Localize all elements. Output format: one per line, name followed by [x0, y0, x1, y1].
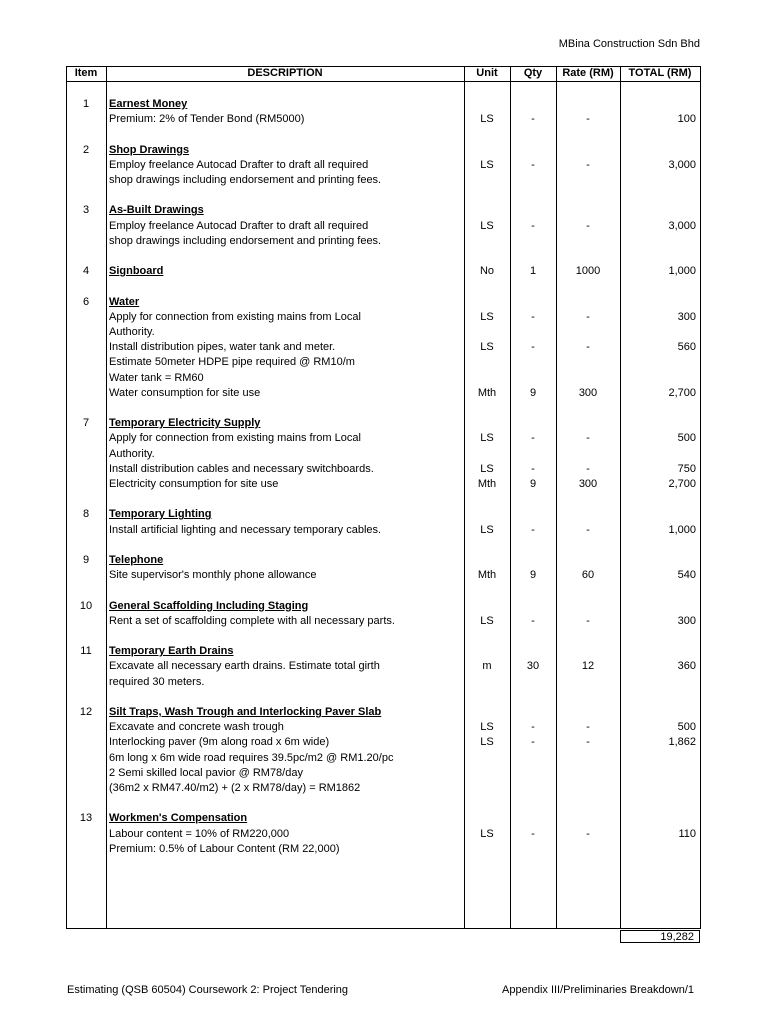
line-qty: -	[531, 341, 535, 354]
header-description: DESCRIPTION	[247, 67, 323, 79]
item-rate: 1000	[575, 265, 601, 278]
line-total: 560	[677, 341, 696, 354]
line-rate: -	[586, 219, 590, 232]
header-qty: Qty	[523, 67, 543, 79]
item-number: 13	[79, 812, 93, 825]
item-number: 6	[82, 295, 90, 308]
line-total: 100	[677, 113, 696, 126]
item-qty: 1	[529, 265, 537, 278]
line-description: Apply for connection from existing mains from Local	[109, 432, 361, 445]
item-number: 4	[82, 265, 90, 278]
line-total: 3,000	[668, 158, 696, 171]
line-description: 2 Semi skilled local pavior @ RM78/day	[109, 766, 303, 779]
line-rate: -	[586, 432, 590, 445]
item-title: Temporary Earth Drains	[109, 645, 234, 658]
line-qty: -	[531, 219, 535, 232]
line-total: 540	[677, 569, 696, 582]
line-qty: -	[531, 523, 535, 536]
line-total: 1,000	[668, 523, 696, 536]
line-rate: -	[586, 462, 590, 475]
item-title: Temporary Electricity Supply	[109, 417, 261, 430]
item-title: Shop Drawings	[109, 143, 190, 156]
line-unit: LS	[480, 736, 494, 749]
line-total: 1,862	[668, 736, 696, 749]
line-description: Water tank = RM60	[109, 371, 204, 384]
line-qty: 9	[529, 478, 537, 490]
line-rate: -	[586, 721, 590, 734]
line-rate: 12	[581, 660, 595, 673]
line-description: Install distribution cables and necessary switchboards.	[109, 462, 374, 475]
line-qty: -	[531, 462, 535, 475]
line-qty: 9	[529, 569, 537, 582]
line-unit: Mth	[477, 569, 497, 582]
item-number: 2	[82, 143, 90, 156]
line-description: Employ freelance Autocad Drafter to draft all required	[109, 158, 369, 171]
line-total: 2,700	[668, 386, 696, 399]
line-rate: 60	[581, 569, 595, 582]
item-title: Temporary Lighting	[109, 508, 212, 521]
line-qty: -	[531, 113, 535, 126]
header-unit: Unit	[476, 67, 498, 79]
line-total: 300	[677, 614, 696, 627]
header-rate: Rate (RM)	[562, 67, 614, 79]
line-description: Electricity consumption for site use	[109, 478, 279, 490]
line-description: Water consumption for site use	[109, 386, 261, 399]
line-unit: Mth	[477, 478, 497, 490]
line-qty: -	[531, 721, 535, 734]
item-title: General Scaffolding Including Staging	[109, 599, 309, 612]
line-description: Excavate and concrete wash trough	[109, 721, 284, 734]
line-unit: LS	[480, 341, 494, 354]
line-description: Premium: 0.5% of Labour Content (RM 22,000)	[109, 842, 340, 855]
item-unit: No	[479, 265, 495, 278]
line-total: 750	[677, 462, 696, 475]
line-rate: -	[586, 827, 590, 840]
line-description: Install artificial lighting and necessary temporary cables.	[109, 523, 382, 536]
line-description: Excavate all necessary earth drains. Estimate total girth	[109, 660, 380, 673]
line-rate: -	[586, 158, 590, 171]
header-total: TOTAL (RM)	[628, 67, 692, 79]
company-name: MBina Construction Sdn Bhd	[558, 38, 700, 50]
line-description: shop drawings including endorsement and printing fees.	[109, 234, 382, 247]
line-qty: 30	[526, 660, 540, 673]
line-total: 360	[677, 660, 696, 673]
line-qty: -	[531, 310, 535, 323]
item-number: 11	[80, 645, 92, 658]
line-unit: LS	[480, 462, 494, 475]
line-description: 6m long x 6m wide road requires 39.5pc/m2 @ RM1.20/pc	[109, 751, 394, 764]
line-unit: LS	[480, 827, 494, 840]
item-number: 9	[82, 554, 90, 566]
line-rate: -	[586, 614, 590, 627]
line-qty: -	[531, 614, 535, 627]
item-total: 1,000	[668, 265, 696, 278]
line-qty: -	[531, 736, 535, 749]
line-rate: -	[586, 113, 590, 126]
line-unit: LS	[480, 158, 494, 171]
line-rate: -	[586, 310, 590, 323]
line-rate: -	[586, 523, 590, 536]
item-number: 3	[82, 204, 90, 217]
line-unit: LS	[480, 432, 494, 445]
item-title: As-Built Drawings	[109, 204, 204, 217]
line-total: 500	[677, 432, 696, 445]
line-unit: LS	[480, 523, 494, 536]
line-description: shop drawings including endorsement and printing fees.	[109, 174, 382, 186]
line-description: Rent a set of scaffolding complete with all necessary parts.	[109, 614, 395, 627]
line-description: required 30 meters.	[109, 675, 205, 688]
line-rate: -	[586, 736, 590, 749]
line-unit: m	[482, 660, 492, 673]
line-total: 300	[677, 310, 696, 323]
footer-course: Estimating (QSB 60504) Coursework 2: Project Tendering	[67, 984, 349, 996]
line-total: 2,700	[668, 478, 696, 490]
line-description: Labour content = 10% of RM220,000	[109, 827, 290, 840]
line-qty: -	[531, 158, 535, 171]
line-description: Estimate 50meter HDPE pipe required @ RM10/m	[109, 356, 355, 369]
line-unit: LS	[480, 219, 494, 232]
line-qty: 9	[529, 386, 537, 399]
line-rate: -	[586, 341, 590, 354]
item-title: Silt Traps, Wash Trough and Interlocking Paver Slab	[109, 706, 382, 718]
item-title: Water	[109, 295, 140, 308]
line-unit: Mth	[477, 386, 497, 399]
item-number: 12	[79, 706, 93, 718]
line-description: Interlocking paver (9m along road x 6m wide)	[109, 736, 330, 749]
line-total: 3,000	[668, 219, 696, 232]
line-description: Premium: 2% of Tender Bond (RM5000)	[109, 113, 305, 126]
item-title: Signboard	[109, 265, 164, 278]
item-title: Earnest Money	[109, 98, 188, 110]
line-rate: 300	[578, 478, 598, 490]
header-item: Item	[74, 67, 98, 79]
line-qty: -	[531, 827, 535, 840]
line-description: Authority.	[109, 447, 155, 460]
line-total: 500	[677, 721, 696, 734]
item-number: 8	[82, 508, 90, 521]
item-title: Workmen's Compensation	[109, 812, 248, 825]
item-number: 10	[79, 599, 93, 612]
line-unit: LS	[480, 310, 494, 323]
line-description: Employ freelance Autocad Drafter to draft all required	[109, 219, 369, 232]
line-unit: LS	[480, 113, 494, 126]
item-title: Telephone	[109, 554, 164, 566]
footer-appendix: Appendix III/Preliminaries Breakdown/1	[502, 984, 694, 996]
item-number: 7	[82, 417, 90, 430]
line-description: Authority.	[109, 326, 155, 338]
grand-total: 19,282	[620, 930, 700, 943]
line-description: Apply for connection from existing mains from Local	[109, 310, 361, 323]
line-qty: -	[531, 432, 535, 445]
line-rate: 300	[578, 386, 598, 399]
line-unit: LS	[480, 614, 494, 627]
line-description: Site supervisor's monthly phone allowance	[109, 569, 317, 582]
line-unit: LS	[480, 721, 494, 734]
line-description: (36m2 x RM47.40/m2) + (2 x RM78/day) = RM1862	[109, 782, 361, 794]
item-number: 1	[82, 98, 90, 110]
line-total: 110	[678, 827, 696, 840]
line-description: Install distribution pipes, water tank and meter.	[109, 341, 336, 354]
